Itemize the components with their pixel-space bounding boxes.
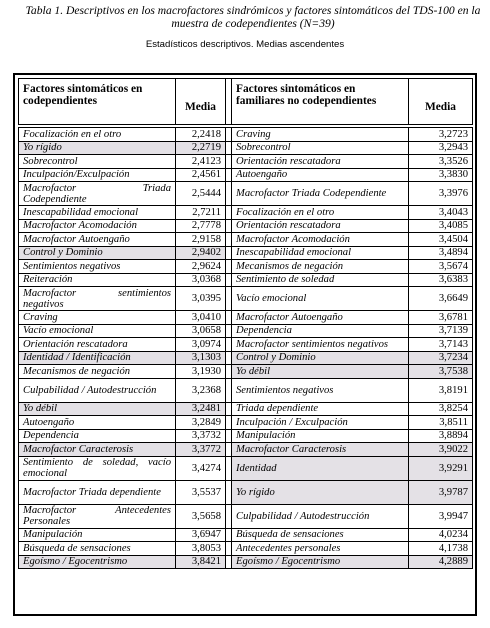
right-factor-media: 3,9022 bbox=[409, 443, 473, 457]
right-factor-name: Orientación rescatadora bbox=[232, 219, 409, 233]
right-factor-media: 3,7139 bbox=[409, 324, 473, 338]
table-row bbox=[19, 555, 473, 569]
left-factor-media: 3,0410 bbox=[176, 311, 226, 325]
table-row bbox=[19, 219, 473, 233]
right-factor-name: Autoengaño bbox=[232, 168, 409, 182]
right-factor-name: Egoísmo / Egocentrismo bbox=[232, 555, 409, 569]
left-factor-name: Inescapabilidad emocional bbox=[19, 206, 176, 220]
right-factor-media: 3,8894 bbox=[409, 429, 473, 443]
left-factor-media: 3,8053 bbox=[176, 542, 226, 556]
left-factor-media: 2,9158 bbox=[176, 233, 226, 247]
left-factor-name: Macrofactor Antecedentes Personales bbox=[19, 504, 176, 528]
right-factor-name: Macrofactor Autoengaño bbox=[232, 311, 409, 325]
right-factor-name: Búsqueda de sensaciones bbox=[232, 528, 409, 542]
table-row bbox=[19, 206, 473, 220]
left-factor-name: Macrofactor Caracterosis bbox=[19, 443, 176, 457]
right-factor-name: Inescapabilidad emocional bbox=[232, 246, 409, 260]
right-factor-media: 3,6781 bbox=[409, 311, 473, 325]
table-row bbox=[19, 260, 473, 274]
left-factor-name: Craving bbox=[19, 311, 176, 325]
left-factor-name: Egoísmo / Egocentrismo bbox=[19, 555, 176, 569]
left-factor-media: 2,2418 bbox=[176, 128, 226, 142]
left-factor-name: Inculpación/Exculpación bbox=[19, 168, 176, 182]
table-caption: Tabla 1. Descriptivos en los macrofactores sindrómicos y factores sintomáticos del TDS-100 en la muestra de codependientes (N=39) bbox=[25, 4, 481, 30]
right-factor-media: 3,5674 bbox=[409, 260, 473, 274]
right-factor-media: 3,4085 bbox=[409, 219, 473, 233]
table-row bbox=[19, 128, 473, 142]
header-left-media: Media bbox=[176, 79, 226, 125]
table-row bbox=[19, 324, 473, 338]
table-row bbox=[19, 246, 473, 260]
left-factor-name: Autoengaño bbox=[19, 416, 176, 430]
left-factor-name: Yo débil bbox=[19, 402, 176, 416]
left-factor-name: Orientación rescatadora bbox=[19, 338, 176, 352]
right-factor-name: Focalización en el otro bbox=[232, 206, 409, 220]
right-factor-name: Antecedentes personales bbox=[232, 542, 409, 556]
left-factor-name: Yo rígido bbox=[19, 141, 176, 155]
table-row bbox=[19, 480, 473, 504]
left-factor-media: 2,7211 bbox=[176, 206, 226, 220]
left-factor-media: 3,5537 bbox=[176, 480, 226, 504]
left-factor-name: Dependencia bbox=[19, 429, 176, 443]
right-factor-media: 4,2889 bbox=[409, 555, 473, 569]
right-factor-media: 3,4894 bbox=[409, 246, 473, 260]
right-factor-name: Culpabilidad / Autodestrucción bbox=[232, 504, 409, 528]
right-factor-name: Control y Dominio bbox=[232, 351, 409, 365]
table-row bbox=[19, 287, 473, 311]
table-row bbox=[19, 528, 473, 542]
right-factor-name: Sobrecontrol bbox=[232, 141, 409, 155]
left-factor-name: Sentimiento de soledad, vacío emocional bbox=[19, 456, 176, 480]
left-factor-name: Focalización en el otro bbox=[19, 128, 176, 142]
left-factor-media: 2,9624 bbox=[176, 260, 226, 274]
left-factor-media: 3,0974 bbox=[176, 338, 226, 352]
left-factor-name: Mecanismos de negación bbox=[19, 365, 176, 379]
right-factor-name: Macrofactor Caracterosis bbox=[232, 443, 409, 457]
table-body bbox=[19, 128, 473, 569]
right-factor-name: Inculpación / Exculpación bbox=[232, 416, 409, 430]
table-row bbox=[19, 311, 473, 325]
left-factor-media: 3,3772 bbox=[176, 443, 226, 457]
right-factor-media: 3,7143 bbox=[409, 338, 473, 352]
table-row bbox=[19, 338, 473, 352]
table-row bbox=[19, 141, 473, 155]
left-factor-media: 3,6947 bbox=[176, 528, 226, 542]
table-row bbox=[19, 402, 473, 416]
header-left-factor: Factores sintomáticos en codependientes bbox=[19, 79, 176, 125]
right-factor-media: 3,8254 bbox=[409, 402, 473, 416]
right-factor-media: 4,0234 bbox=[409, 528, 473, 542]
right-factor-media: 3,2943 bbox=[409, 141, 473, 155]
left-factor-media: 2,4561 bbox=[176, 168, 226, 182]
table-row bbox=[19, 416, 473, 430]
left-factor-name: Macrofactor Triada Codependiente bbox=[19, 182, 176, 206]
left-factor-name: Macrofactor sentimientos negativos bbox=[19, 287, 176, 311]
header-right-media: Media bbox=[409, 79, 473, 125]
table-subtitle: Estadísticos descriptivos. Medias ascendentes bbox=[145, 39, 345, 50]
left-factor-media: 3,0658 bbox=[176, 324, 226, 338]
left-factor-media: 2,7778 bbox=[176, 219, 226, 233]
left-factor-name: Control y Dominio bbox=[19, 246, 176, 260]
table-row bbox=[19, 182, 473, 206]
left-factor-media: 2,9402 bbox=[176, 246, 226, 260]
right-factor-media: 3,6383 bbox=[409, 273, 473, 287]
table-row bbox=[19, 168, 473, 182]
descriptives-table bbox=[18, 78, 473, 569]
table-row bbox=[19, 233, 473, 247]
left-factor-media: 3,4274 bbox=[176, 456, 226, 480]
right-factor-name: Triada dependiente bbox=[232, 402, 409, 416]
right-factor-media: 3,9787 bbox=[409, 480, 473, 504]
header-right-factor: Factores sintomáticos en familiares no codependientes bbox=[232, 79, 409, 125]
left-factor-media: 2,4123 bbox=[176, 155, 226, 169]
table-row bbox=[19, 456, 473, 480]
left-factor-name: Macrofactor Autoengaño bbox=[19, 233, 176, 247]
right-factor-name: Yo rígido bbox=[232, 480, 409, 504]
left-factor-media: 3,1930 bbox=[176, 365, 226, 379]
table-row bbox=[19, 504, 473, 528]
right-factor-name: Yo débil bbox=[232, 365, 409, 379]
left-factor-name: Sobrecontrol bbox=[19, 155, 176, 169]
right-factor-name: Macrofactor sentimientos negativos bbox=[232, 338, 409, 352]
right-factor-name: Orientación rescatadora bbox=[232, 155, 409, 169]
left-factor-media: 2,5444 bbox=[176, 182, 226, 206]
right-factor-media: 3,9947 bbox=[409, 504, 473, 528]
right-factor-name: Macrofactor Acomodación bbox=[232, 233, 409, 247]
table-row bbox=[19, 443, 473, 457]
left-factor-name: Macrofactor Triada dependiente bbox=[19, 480, 176, 504]
left-factor-media: 2,2719 bbox=[176, 141, 226, 155]
left-factor-name: Búsqueda de sensaciones bbox=[19, 542, 176, 556]
right-factor-name: Vacío emocional bbox=[232, 287, 409, 311]
right-factor-media: 3,9291 bbox=[409, 456, 473, 480]
right-factor-media: 3,4504 bbox=[409, 233, 473, 247]
left-factor-name: Identidad / Identificación bbox=[19, 351, 176, 365]
left-factor-name: Sentimientos negativos bbox=[19, 260, 176, 274]
right-factor-name: Dependencia bbox=[232, 324, 409, 338]
table-row bbox=[19, 155, 473, 169]
table-row bbox=[19, 429, 473, 443]
left-factor-name: Vacío emocional bbox=[19, 324, 176, 338]
table-row bbox=[19, 365, 473, 379]
right-factor-media: 3,2723 bbox=[409, 128, 473, 142]
left-factor-media: 3,1303 bbox=[176, 351, 226, 365]
right-factor-name: Sentimientos negativos bbox=[232, 378, 409, 402]
left-factor-media: 3,2368 bbox=[176, 378, 226, 402]
right-factor-name: Sentimiento de soledad bbox=[232, 273, 409, 287]
left-factor-name: Manipulación bbox=[19, 528, 176, 542]
left-factor-media: 3,0395 bbox=[176, 287, 226, 311]
table-row bbox=[19, 378, 473, 402]
right-factor-name: Mecanismos de negación bbox=[232, 260, 409, 274]
right-factor-media: 3,6649 bbox=[409, 287, 473, 311]
right-factor-media: 3,4043 bbox=[409, 206, 473, 220]
left-factor-media: 3,0368 bbox=[176, 273, 226, 287]
table-row bbox=[19, 273, 473, 287]
left-factor-media: 3,8421 bbox=[176, 555, 226, 569]
right-factor-name: Craving bbox=[232, 128, 409, 142]
left-factor-name: Culpabilidad / Autodestrucción bbox=[19, 378, 176, 402]
left-factor-media: 3,2481 bbox=[176, 402, 226, 416]
right-factor-media: 3,3526 bbox=[409, 155, 473, 169]
header-row bbox=[19, 79, 473, 125]
left-factor-media: 3,2849 bbox=[176, 416, 226, 430]
left-factor-media: 3,5658 bbox=[176, 504, 226, 528]
right-factor-name: Macrofactor Triada Codependiente bbox=[232, 182, 409, 206]
right-factor-media: 3,8511 bbox=[409, 416, 473, 430]
right-factor-media: 3,8191 bbox=[409, 378, 473, 402]
right-factor-media: 3,3976 bbox=[409, 182, 473, 206]
right-factor-media: 3,7234 bbox=[409, 351, 473, 365]
right-factor-media: 3,7538 bbox=[409, 365, 473, 379]
right-factor-media: 3,3830 bbox=[409, 168, 473, 182]
table-row bbox=[19, 351, 473, 365]
right-factor-media: 4,1738 bbox=[409, 542, 473, 556]
left-factor-media: 3,3732 bbox=[176, 429, 226, 443]
table-row bbox=[19, 542, 473, 556]
left-factor-name: Macrofactor Acomodación bbox=[19, 219, 176, 233]
right-factor-name: Identidad bbox=[232, 456, 409, 480]
right-factor-name: Manipulación bbox=[232, 429, 409, 443]
left-factor-name: Reiteración bbox=[19, 273, 176, 287]
